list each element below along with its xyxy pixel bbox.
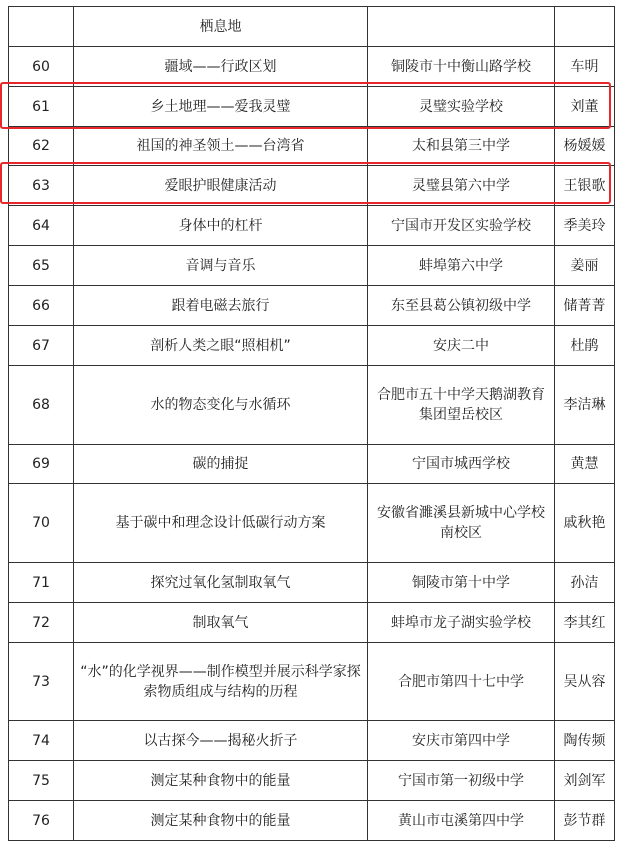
cell-school: 铜陵市第十中学 [368,563,555,603]
cell-teacher: 姜丽 [555,246,615,286]
cell-school: 灵璧实验学校 [368,87,555,127]
cell-school: 蚌埠第六中学 [368,246,555,286]
table-row [9,445,615,484]
cell-teacher: 陶传频 [555,721,615,761]
cell-title: 制取氧气 [74,603,368,643]
cell-teacher: 王银歌 [555,166,615,206]
cell-no: 69 [9,445,74,484]
cell-school: 太和县第三中学 [368,127,555,166]
cell-school: 合肥市五十中学天鹅湖教育集团望岳校区 [368,366,555,445]
cell-teacher: 孙洁 [555,563,615,603]
cell-teacher: 季美玲 [555,206,615,246]
cell-no: 62 [9,127,74,166]
cell-no [9,7,74,47]
cell-title: 碳的捕捉 [74,445,368,484]
table-row [9,563,615,603]
award-table [8,6,615,841]
table-row [9,206,615,246]
cell-no: 76 [9,801,74,841]
cell-title: 剖析人类之眼“照相机” [74,326,368,366]
cell-title: 身体中的杠杆 [74,206,368,246]
cell-teacher [555,7,615,47]
cell-no: 75 [9,761,74,801]
cell-teacher: 刘董 [555,87,615,127]
cell-school: 宁国市第一初级中学 [368,761,555,801]
cell-school: 铜陵市十中衡山路学校 [368,47,555,87]
cell-teacher: 杨媛媛 [555,127,615,166]
cell-title: 测定某种食物中的能量 [74,761,368,801]
cell-school: 黄山市屯溪第四中学 [368,801,555,841]
cell-no: 67 [9,326,74,366]
table-row [9,326,615,366]
cell-title: 跟着电磁去旅行 [74,286,368,326]
cell-no: 65 [9,246,74,286]
cell-school: 东至县葛公镇初级中学 [368,286,555,326]
table-row [9,484,615,563]
cell-title: 水的物态变化与水循环 [74,366,368,445]
cell-no: 61 [9,87,74,127]
table-row [9,366,615,445]
table-row [9,166,615,206]
cell-teacher: 刘剑军 [555,761,615,801]
cell-title: 音调与音乐 [74,246,368,286]
table-row [9,721,615,761]
cell-title: 基于碳中和理念设计低碳行动方案 [74,484,368,563]
cell-teacher: 李洁琳 [555,366,615,445]
cell-no: 73 [9,643,74,721]
cell-school: 安庆市第四中学 [368,721,555,761]
cell-no: 74 [9,721,74,761]
cell-teacher: 李其红 [555,603,615,643]
cell-no: 71 [9,563,74,603]
table-row [9,603,615,643]
cell-no: 72 [9,603,74,643]
cell-teacher: 彭节群 [555,801,615,841]
cell-title: 栖息地 [74,7,368,47]
table-row [9,47,615,87]
table-row-partial [9,7,615,47]
cell-school: 灵璧县第六中学 [368,166,555,206]
cell-school: 宁国市开发区实验学校 [368,206,555,246]
cell-title: “水”的化学视界——制作模型并展示科学家探索物质组成与结构的历程 [74,643,368,721]
cell-school: 合肥市第四十七中学 [368,643,555,721]
cell-teacher: 杜鹃 [555,326,615,366]
cell-title: 以古探今——揭秘火折子 [74,721,368,761]
cell-no: 60 [9,47,74,87]
table-row [9,87,615,127]
cell-teacher: 戚秋艳 [555,484,615,563]
cell-school [368,7,555,47]
cell-teacher: 吴从容 [555,643,615,721]
table-row [9,801,615,841]
cell-school: 宁国市城西学校 [368,445,555,484]
cell-no: 64 [9,206,74,246]
cell-no: 70 [9,484,74,563]
cell-teacher: 车明 [555,47,615,87]
table-row [9,761,615,801]
cell-title: 探究过氧化氢制取氧气 [74,563,368,603]
table-row [9,286,615,326]
cell-title: 测定某种食物中的能量 [74,801,368,841]
cell-teacher: 黄慧 [555,445,615,484]
cell-title: 爱眼护眼健康活动 [74,166,368,206]
cell-school: 蚌埠市龙子湖实验学校 [368,603,555,643]
cell-no: 63 [9,166,74,206]
table-row [9,127,615,166]
cell-title: 乡土地理——爱我灵璧 [74,87,368,127]
table-row [9,643,615,721]
cell-no: 68 [9,366,74,445]
cell-no: 66 [9,286,74,326]
cell-school: 安庆二中 [368,326,555,366]
cell-teacher: 储菁菁 [555,286,615,326]
cell-school: 安徽省濉溪县新城中心学校南校区 [368,484,555,563]
cell-title: 祖国的神圣领土——台湾省 [74,127,368,166]
table-row [9,246,615,286]
cell-title: 疆域——行政区划 [74,47,368,87]
